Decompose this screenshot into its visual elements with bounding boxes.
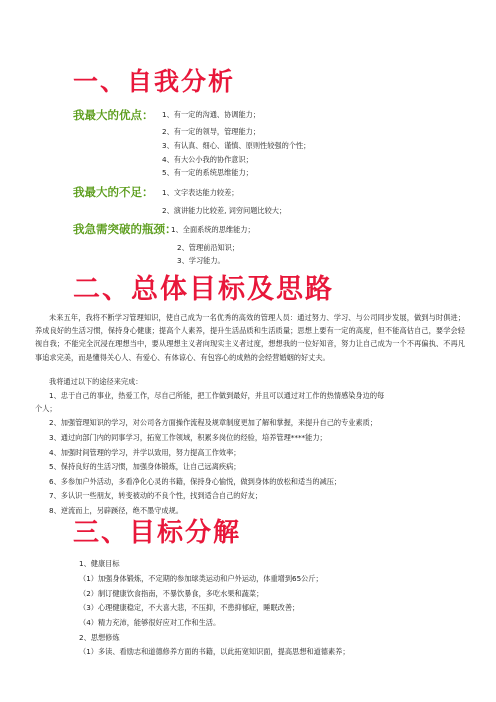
strength-item: 3、有认真、细心、谨慎、原则性较强的个性； [162,141,311,150]
strength-item: 5、有一定的系统思维能力； [162,168,253,177]
approach-item: 8、逆流而上，另辟蹊径，绝不墨守成规。 [49,506,183,515]
weakness-item: 1、文字表达能力较差； [162,188,239,197]
section-2-title: 二、总体目标及思路 [73,274,334,305]
approach-item: 2、加强管理知识的学习，对公司各方面操作流程及规章制度更加了解和掌握，来提升自己的专业素质； [49,418,378,427]
approach-item: 个人； [35,404,57,413]
breakthrough-label: 我急需突破的瓶颈： [73,222,177,236]
breakdown-item: （1）加强身体锻炼，不定期的参加球类运动和户外运动，体重增到65公斤； [79,574,323,583]
section-1-title: 一、自我分析 [73,67,236,96]
breakthrough-item: 3、学习能力。 [177,256,225,265]
breakthrough-item: 1、全面系统的思维能力； [171,225,255,234]
section-3-title: 三、目标分解 [73,518,242,548]
approach-item: 7、多认识一些朋友，转变被动的不良个性，找到适合自己的好友； [49,491,263,500]
breakdown-item: （1）多读、看励志和道德修养方面的书籍，以此拓宽知识面，提高思想和道德素养； [79,647,350,656]
strengths-label: 我最大的优点： [73,108,154,122]
approach-item: 1、忠于自己的事业，热爱工作，尽自己所能，把工作做到最好，并且可以通过对工作的热情感染身边的每 [49,391,385,400]
breakdown-item: 1、健康目标 [79,559,120,568]
breakdown-item: （2）制订健康饮食指南，不暴饮暴食，多吃水果和蔬菜； [79,589,264,598]
breakdown-item: 2、思想修炼 [79,633,120,642]
approach-item: 5、保持良好的生活习惯，加强身体锻炼，让自己远离疾病； [49,462,241,471]
strength-item: 2、有一定的领导，管理能力； [162,127,261,136]
breakdown-item: （3）心理健康稳定，不大喜大悲，不压抑，不患抑郁症，睡眠改善； [79,603,300,612]
strength-item: 4、有大公小我的协作意识； [162,155,253,164]
breakdown-item: （4）精力充沛，能够很好应对工作和生活。 [79,618,221,627]
approach-intro: 我将通过以下的途径来完成： [49,377,143,386]
breakthrough-item: 2、管理前沿知识； [177,243,240,252]
approach-item: 6、多参加户外活动，多看净化心灵的书籍，保持身心愉悦，做到身体的放松和适当的减压； [49,477,342,486]
strength-item: 1、有一定的沟通、协调能力； [162,110,261,119]
weaknesses-label: 我最大的不足： [73,185,154,199]
weakness-item: 2、演讲能力比较差, 词穷问题比较大； [162,206,287,215]
approach-item: 4、加强时间管理的学习，并学以致用，努力提高工作效率； [49,448,241,457]
goals-paragraph: 未来五年，我将不断学习管理知识，使自己成为一名优秀的高效的管理人员：通过努力、学习、与公司同步发展，做到与时俱进；养成良好的生活习惯，保持身心健康；提高个人素养，提升生活品质和生活质量；思想上要有一定的高度，但不能高估自己，要学会轻视自我；不能完全沉浸在理想当中，要从理想主义者向现实主义者过度，想想我的一位好知音，努力让自己成为一个不再偏执、不再凡事追求完美，而是懂得关心人、有爱心、有体谅心、有包容心的成熟的会经营婚姻的好丈夫。 [35,313,465,362]
approach-item: 3、通过向部门内的同事学习，拓宽工作领域，积累多岗位的经验，培养管理****能力； [49,433,327,442]
